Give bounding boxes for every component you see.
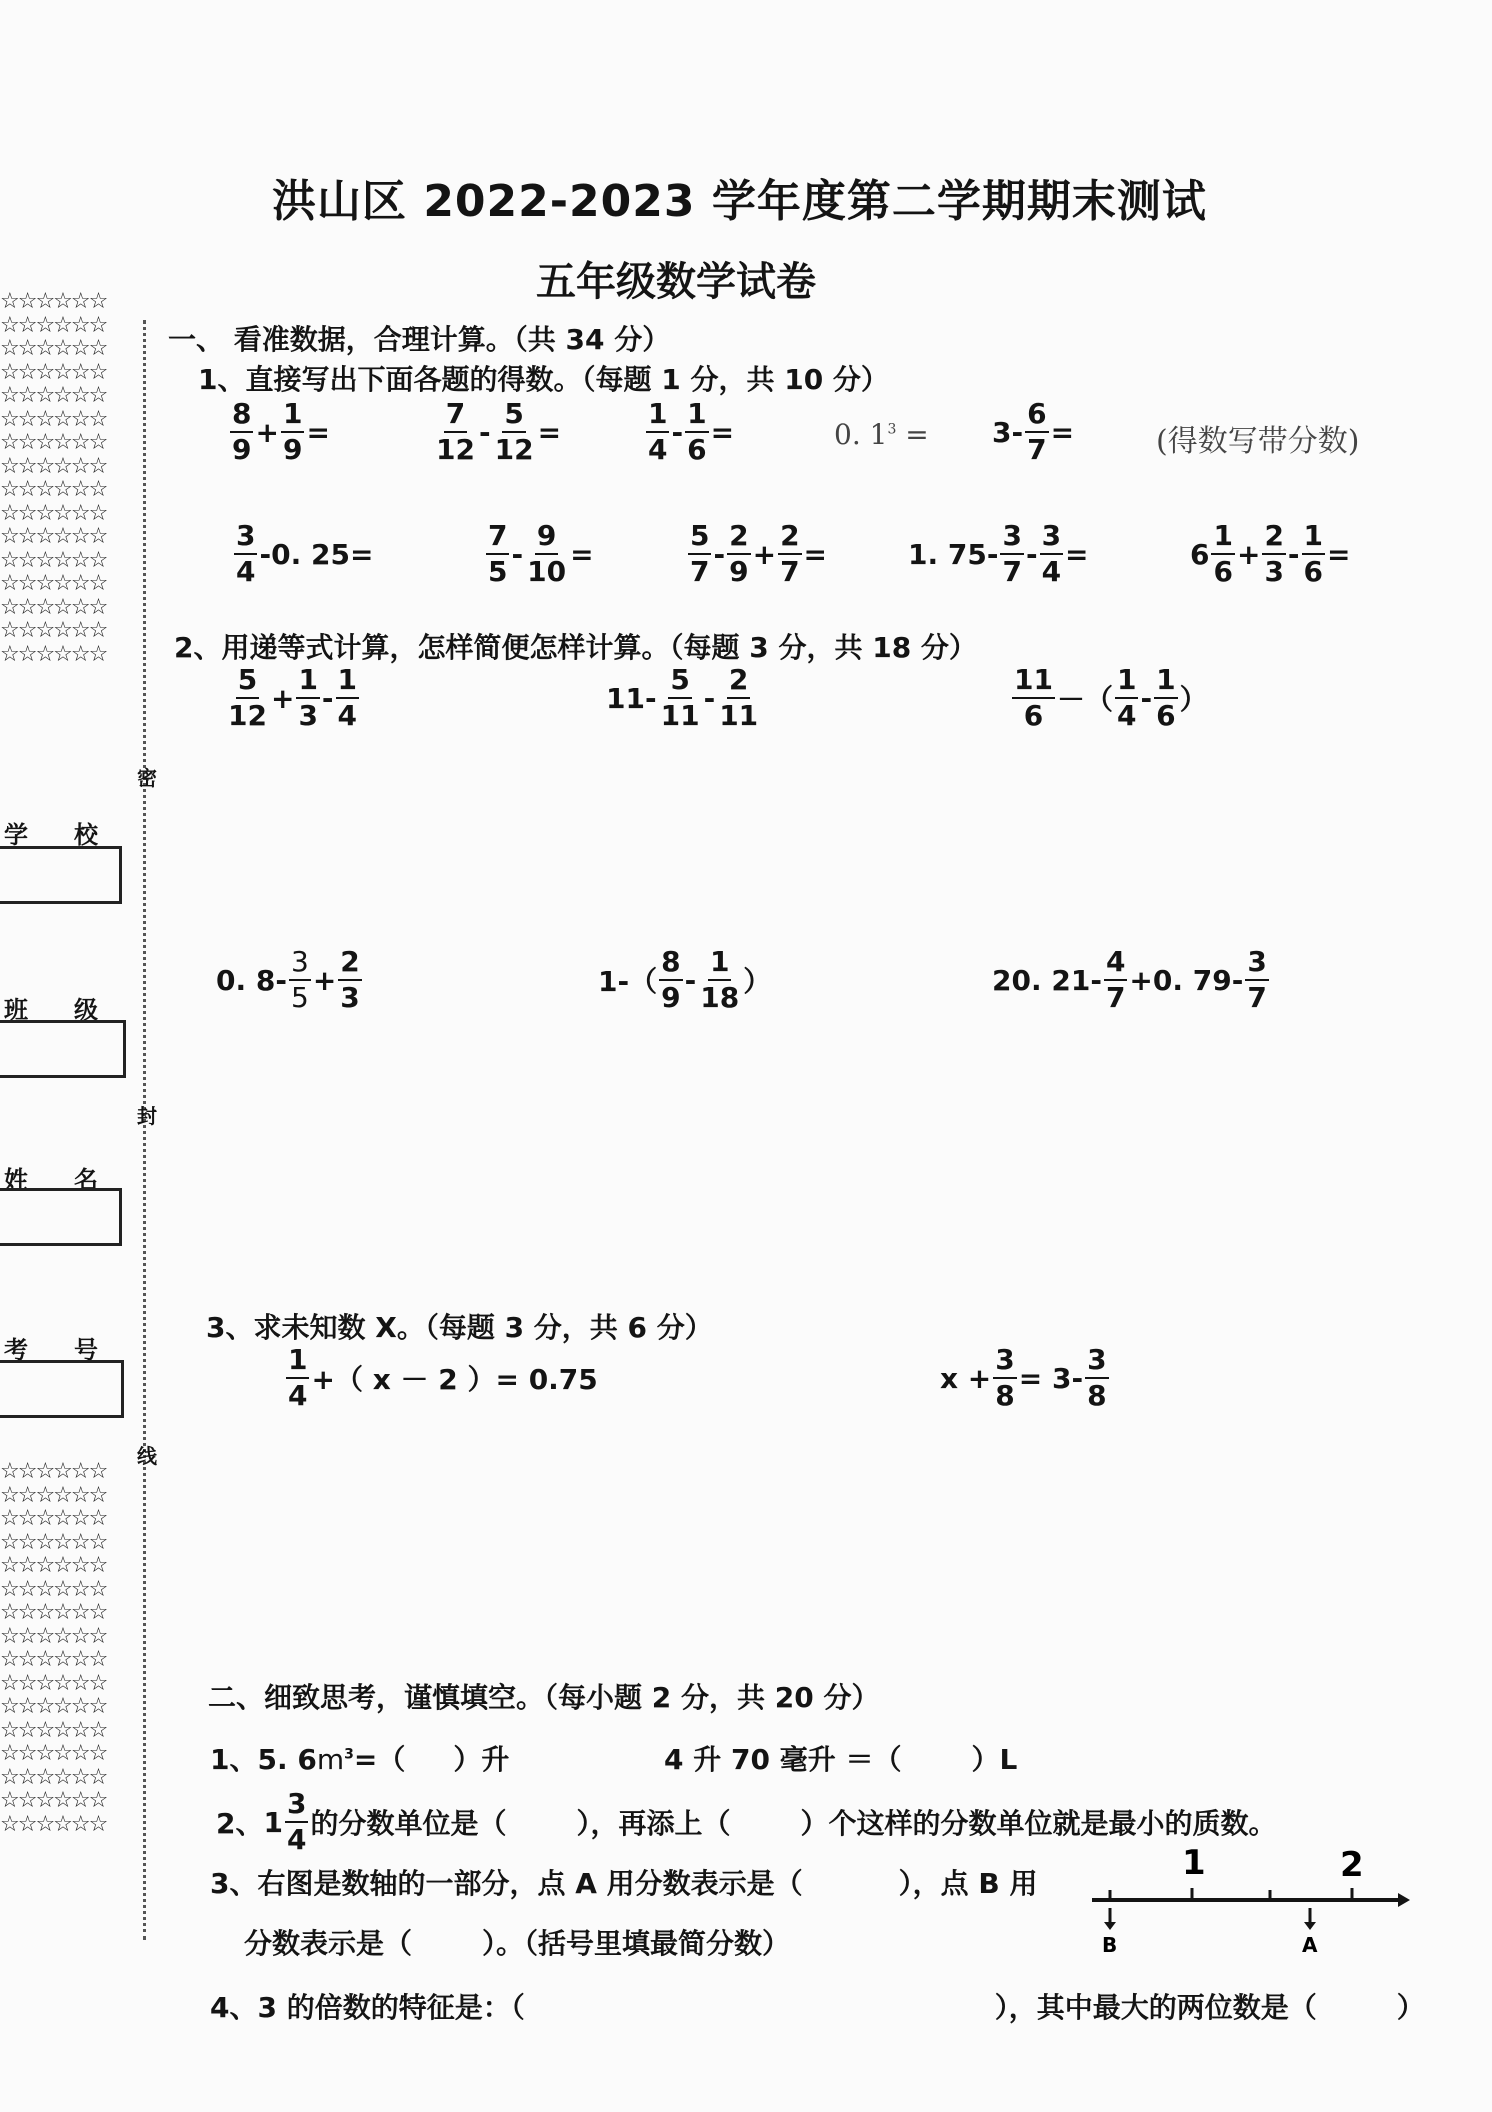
- question-1-4: 0. $1^3$ =: [834, 418, 929, 451]
- question-1-8: $\frac{5}{7}$ - $\frac{2}{9}$ + $\frac{2}{7}$ =: [690, 519, 828, 588]
- question-3-1: $\frac{1}{4}$ +（ x － 2 ）= 0.75: [288, 1343, 598, 1412]
- class-label: 班级: [4, 996, 144, 1024]
- school-field[interactable]: [0, 846, 122, 904]
- seal-char-mi: 密: [137, 766, 157, 790]
- question-2-1: $\frac{5}{12}$ + $\frac{1}{3}$ - $\frac{1}{4}$: [228, 663, 358, 732]
- fill-question-4: 4、3 的倍数的特征是：（ ），其中最大的两位数是（ ）: [210, 1991, 1425, 2024]
- question-1-10: 6 $\frac{1}{6}$ + $\frac{2}{3}$ - $\frac{1}{6}$ =: [1190, 519, 1351, 588]
- tick-label-1: 1: [1182, 1843, 1206, 1883]
- section1-heading: 一、 看准数据，合理计算。（共 34 分）: [168, 323, 671, 356]
- exam-number-label: 考号: [4, 1336, 144, 1364]
- number-line-arrow-icon: [1398, 1893, 1410, 1907]
- fill-question-1: 1、5. $6m^3=$（ ）升: [210, 1743, 510, 1776]
- class-field[interactable]: [0, 1020, 126, 1078]
- point-b-label: B: [1102, 1933, 1118, 1957]
- question-1-1: $\frac{8}{9}$ + $\frac{1}{9}$ =: [232, 397, 330, 466]
- point-a-arrow-icon: [1304, 1922, 1316, 1930]
- question-1-7: $\frac{7}{5}$ - $\frac{9}{10}$ =: [488, 519, 594, 588]
- number-line: [1080, 1838, 1410, 1968]
- question-2-5: 1-（ $\frac{8}{9}$ - $\frac{1}{18}$ ）: [598, 945, 772, 1014]
- name-label: 姓名: [4, 1166, 144, 1194]
- mixed-number-note: (得数写带分数): [1156, 424, 1360, 459]
- fill-question-1-right: 4 升 70 毫升 ＝（ ）L: [664, 1743, 1018, 1776]
- part2-heading: 2、用递等式计算，怎样简便怎样计算。（每题 3 分，共 18 分）: [174, 631, 977, 664]
- school-label: 学校: [4, 821, 144, 849]
- exam-subtitle: 五年级数学试卷: [536, 259, 816, 305]
- point-b-arrow-icon: [1104, 1922, 1116, 1930]
- question-1-5: 3- $\frac{6}{7}$ =: [992, 397, 1075, 466]
- section2-heading: 二、细致思考，谨慎填空。（每小题 2 分，共 20 分）: [208, 1681, 880, 1714]
- question-1-3: $\frac{1}{4}$ - $\frac{1}{6}$ =: [648, 397, 735, 466]
- fill-question-3-line2: 分数表示是（ ）。（括号里填最简分数）: [244, 1927, 791, 1960]
- seal-char-feng: 封: [137, 1104, 157, 1128]
- tick-label-2: 2: [1340, 1845, 1364, 1885]
- name-field[interactable]: [0, 1188, 122, 1246]
- fill-question-3-line1: 3、右图是数轴的一部分，点 A 用分数表示是（ ），点 B 用: [210, 1867, 1038, 1900]
- exam-title: 洪山区 2022-2023 学年度第二学期期末测试: [272, 176, 1207, 227]
- question-2-2: 11- $\frac{5}{11}$ - $\frac{2}{11}$: [606, 663, 759, 732]
- point-a-label: A: [1302, 1933, 1318, 1957]
- question-2-3: $\frac{11}{6}$ －（ $\frac{1}{4}$ - $\frac{1}{6}$ ）: [1014, 663, 1208, 732]
- star-border-top: ☆☆☆☆☆☆ ☆☆☆☆☆☆ ☆☆☆☆☆☆ ☆☆☆☆☆☆ ☆☆☆☆☆☆ ☆☆☆☆☆☆ ☆☆☆☆☆☆ ☆☆☆☆☆☆ ☆☆☆☆☆☆ ☆☆☆☆☆☆ ☆☆☆☆☆☆ ☆☆☆☆☆☆ ☆☆☆☆☆☆ ☆☆☆☆☆☆ ☆☆☆☆☆☆ ☆☆☆☆☆☆: [0, 289, 107, 667]
- star-border-bottom: ☆☆☆☆☆☆ ☆☆☆☆☆☆ ☆☆☆☆☆☆ ☆☆☆☆☆☆ ☆☆☆☆☆☆ ☆☆☆☆☆☆ ☆☆☆☆☆☆ ☆☆☆☆☆☆ ☆☆☆☆☆☆ ☆☆☆☆☆☆ ☆☆☆☆☆☆ ☆☆☆☆☆☆ ☆☆☆☆☆☆ ☆☆☆☆☆☆ ☆☆☆☆☆☆ ☆☆☆☆☆☆: [0, 1459, 107, 1837]
- question-1-9: 1. 75- $\frac{3}{7}$ - $\frac{3}{4}$ =: [908, 519, 1089, 588]
- question-2-6: 20. 21- $\frac{4}{7}$ +0. 79- $\frac{3}{7}$: [992, 945, 1267, 1014]
- question-1-2: $\frac{7}{12}$ - $\frac{5}{12}$ =: [436, 397, 562, 466]
- question-3-2: x + $\frac{3}{8}$ = 3- $\frac{3}{8}$: [940, 1343, 1107, 1412]
- fill-question-2: 2、 1 $\frac{3}{4}$ 的分数单位是（ ），再添上（ ）个这样的分数单位就是最小的质数。: [216, 1787, 1277, 1856]
- part3-heading: 3、求未知数 X。（每题 3 分，共 6 分）: [206, 1311, 713, 1344]
- exam-number-field[interactable]: [0, 1360, 124, 1418]
- question-1-6: $\frac{3}{4}$ -0. 25=: [236, 519, 374, 588]
- seal-char-xian: 线: [137, 1444, 157, 1468]
- part1-heading: 1、直接写出下面各题的得数。（每题 1 分，共 10 分）: [198, 363, 889, 396]
- question-2-4: 0. 8- $\frac{3}{5}$ + $\frac{2}{3}$: [216, 945, 360, 1014]
- seal-line: [143, 320, 146, 1940]
